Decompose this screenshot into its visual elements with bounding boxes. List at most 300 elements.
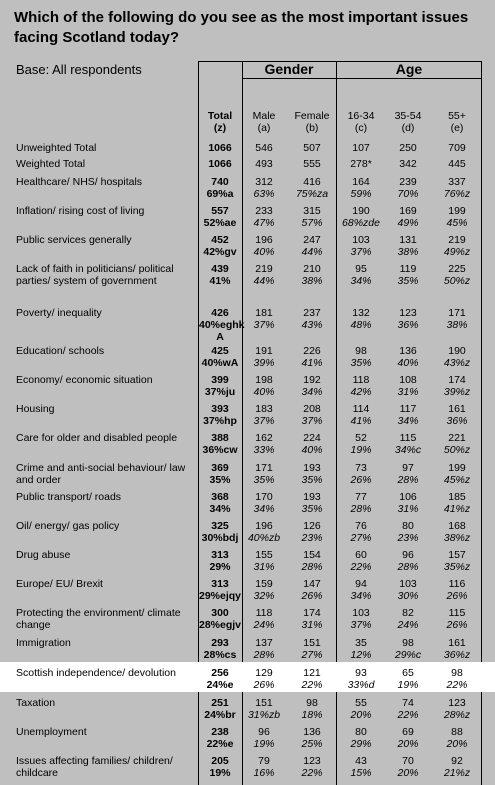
table-cell bbox=[288, 637, 336, 661]
cell-percent: 18% bbox=[301, 709, 323, 721]
table-cell bbox=[338, 307, 384, 331]
row-label: Economy/ economic situation bbox=[16, 374, 153, 386]
cell-percent: 35% bbox=[350, 357, 372, 369]
cell-count: 107 bbox=[352, 142, 370, 154]
cell-count: 159 bbox=[255, 578, 273, 590]
cell-count: 1066 bbox=[208, 158, 232, 170]
cell-count: 103 bbox=[399, 578, 417, 590]
cell-count: 312 bbox=[255, 176, 273, 188]
column-name: 35-54 bbox=[394, 110, 422, 122]
cell-count: 55 bbox=[355, 697, 367, 709]
cell-percent: 23% bbox=[301, 532, 323, 544]
table-cell bbox=[243, 755, 285, 779]
table-row bbox=[0, 491, 495, 519]
row-label: Drug abuse bbox=[16, 549, 71, 561]
cell-percent: 44% bbox=[253, 275, 275, 287]
cell-count: 98 bbox=[451, 667, 463, 679]
cell-count: 96 bbox=[258, 726, 270, 738]
cell-count: 205 bbox=[211, 755, 229, 767]
table-cell bbox=[385, 142, 431, 154]
table-cell bbox=[433, 234, 481, 258]
cell-percent: 41% bbox=[301, 357, 323, 369]
cell-percent: 35%z bbox=[443, 561, 471, 573]
table-cell bbox=[199, 462, 241, 486]
table-cell bbox=[199, 158, 241, 170]
cell-percent: 59% bbox=[350, 188, 372, 200]
cell-percent: 40%wA bbox=[201, 357, 239, 369]
cell-percent: 63% bbox=[253, 188, 275, 200]
cell-percent: 40%zb bbox=[247, 532, 281, 544]
cell-count: 169 bbox=[399, 205, 417, 217]
cell-percent: 27% bbox=[301, 649, 323, 661]
cell-count: 208 bbox=[303, 403, 321, 415]
cell-percent: 40% bbox=[253, 246, 275, 258]
cell-count: 196 bbox=[255, 234, 273, 246]
group-gender: Gender bbox=[264, 61, 314, 77]
table-cell bbox=[433, 607, 481, 631]
cell-count: 740 bbox=[211, 176, 229, 188]
cell-count: 293 bbox=[211, 637, 229, 649]
table-cell bbox=[243, 234, 285, 258]
table-cell bbox=[385, 234, 431, 258]
column-name: Female bbox=[294, 110, 330, 122]
cell-percent: 35% bbox=[301, 503, 323, 515]
table-cell bbox=[243, 432, 285, 456]
cell-percent: 38% bbox=[446, 319, 468, 331]
cell-percent: 37%hp bbox=[203, 415, 237, 427]
table-cell bbox=[338, 755, 384, 779]
table-cell bbox=[288, 520, 336, 544]
table-cell bbox=[385, 491, 431, 515]
table-cell bbox=[433, 403, 481, 427]
table-row bbox=[0, 432, 495, 460]
cell-percent: 34% bbox=[209, 503, 231, 515]
cell-percent: 40% bbox=[397, 357, 419, 369]
cell-count: 121 bbox=[303, 667, 321, 679]
cell-percent: 22%e bbox=[206, 738, 234, 750]
cell-count: 155 bbox=[255, 549, 273, 561]
row-label: Oil/ energy/ gas policy bbox=[16, 520, 120, 532]
table-cell bbox=[243, 726, 285, 750]
cell-count: 452 bbox=[211, 234, 229, 246]
cell-percent: 68%zde bbox=[342, 217, 380, 229]
cell-count: 129 bbox=[255, 667, 273, 679]
cell-percent: 24%br bbox=[204, 709, 236, 721]
table-cell bbox=[385, 205, 431, 229]
cell-count: 313 bbox=[211, 549, 229, 561]
table-cell bbox=[199, 549, 241, 573]
cell-percent: 22% bbox=[301, 679, 323, 691]
table-cell bbox=[338, 520, 384, 544]
table-cell bbox=[199, 142, 241, 154]
cell-count: 137 bbox=[255, 637, 273, 649]
column-header-1 bbox=[243, 110, 285, 134]
cell-percent: 35% bbox=[301, 474, 323, 486]
column-code: (z) bbox=[213, 122, 227, 134]
cell-percent: 45% bbox=[446, 217, 468, 229]
cell-count: 123 bbox=[448, 697, 466, 709]
cell-percent: 37% bbox=[350, 619, 372, 631]
table-cell bbox=[243, 697, 285, 721]
cell-percent: 35% bbox=[209, 474, 231, 486]
table-row bbox=[0, 345, 495, 373]
table-cell bbox=[288, 142, 336, 154]
cell-percent: 22% bbox=[446, 679, 468, 691]
table-cell bbox=[433, 726, 481, 750]
table-cell bbox=[433, 307, 481, 331]
cell-count: 80 bbox=[355, 726, 367, 738]
table-cell bbox=[433, 462, 481, 486]
table-cell bbox=[338, 142, 384, 154]
row-label: Unweighted Total bbox=[16, 142, 97, 154]
cell-percent: 49% bbox=[397, 217, 419, 229]
table-cell bbox=[199, 403, 241, 427]
column-code: (d) bbox=[401, 122, 415, 134]
cell-percent: 32% bbox=[253, 590, 275, 602]
cell-count: 196 bbox=[255, 520, 273, 532]
table-cell bbox=[385, 549, 431, 573]
cell-percent: 20% bbox=[397, 738, 419, 750]
cell-count: 115 bbox=[399, 432, 417, 444]
table-cell bbox=[288, 726, 336, 750]
table-cell bbox=[433, 667, 481, 691]
cell-percent: 28%egjv bbox=[199, 619, 242, 631]
table-cell bbox=[243, 520, 285, 544]
table-cell bbox=[338, 432, 384, 456]
cell-count: 123 bbox=[399, 307, 417, 319]
table-cell bbox=[288, 176, 336, 200]
table-cell bbox=[338, 607, 384, 631]
divider-group-header bbox=[242, 78, 482, 79]
cell-percent: 76%z bbox=[443, 188, 471, 200]
table-cell bbox=[385, 403, 431, 427]
table-cell bbox=[338, 345, 384, 369]
row-label: Housing bbox=[16, 403, 55, 415]
table-cell bbox=[433, 374, 481, 398]
cell-percent: 52%ae bbox=[203, 217, 237, 229]
cell-count: 147 bbox=[303, 578, 321, 590]
cell-count: 170 bbox=[255, 491, 273, 503]
cell-count: 342 bbox=[399, 158, 417, 170]
table-cell bbox=[385, 607, 431, 631]
table-cell bbox=[385, 345, 431, 369]
row-label: Healthcare/ NHS/ hospitals bbox=[16, 176, 143, 188]
cell-percent: 24%e bbox=[206, 679, 234, 691]
cell-count: 174 bbox=[303, 607, 321, 619]
column-code: (c) bbox=[354, 122, 368, 134]
cell-count: 313 bbox=[211, 578, 229, 590]
column-name: Male bbox=[252, 110, 276, 122]
cell-percent: 34% bbox=[350, 275, 372, 287]
cell-percent: 43% bbox=[301, 319, 323, 331]
column-code: (b) bbox=[305, 122, 319, 134]
row-label: Education/ schools bbox=[16, 345, 105, 357]
cell-count: 557 bbox=[211, 205, 229, 217]
cell-count: 118 bbox=[255, 607, 273, 619]
column-header-0 bbox=[199, 110, 241, 134]
table-row bbox=[0, 662, 495, 692]
cell-count: 136 bbox=[303, 726, 321, 738]
cell-count: 426 bbox=[211, 307, 229, 319]
cell-count: 239 bbox=[399, 176, 417, 188]
cell-count: 98 bbox=[355, 345, 367, 357]
cell-percent: 40% bbox=[301, 444, 323, 456]
cell-percent: 38% bbox=[397, 246, 419, 258]
cell-percent: 19% bbox=[253, 738, 275, 750]
cell-count: 256 bbox=[211, 667, 229, 679]
cell-count: 82 bbox=[402, 607, 414, 619]
cell-percent: 50%z bbox=[443, 444, 471, 456]
table-cell bbox=[338, 637, 384, 661]
cell-count: 106 bbox=[399, 491, 417, 503]
cell-count: 136 bbox=[399, 345, 417, 357]
cell-percent: 45%z bbox=[443, 474, 471, 486]
table-cell bbox=[433, 345, 481, 369]
table-cell bbox=[199, 667, 241, 691]
table-cell bbox=[433, 549, 481, 573]
table-cell bbox=[243, 263, 285, 287]
cell-percent: 24% bbox=[397, 619, 419, 631]
cell-percent: 75%za bbox=[295, 188, 329, 200]
table-cell bbox=[433, 491, 481, 515]
row-label: Public services generally bbox=[16, 234, 132, 246]
cell-percent: 36% bbox=[446, 415, 468, 427]
table-cell bbox=[385, 462, 431, 486]
cell-percent: 27% bbox=[350, 532, 372, 544]
table-cell bbox=[288, 578, 336, 602]
cell-percent: 48% bbox=[350, 319, 372, 331]
table-cell bbox=[199, 205, 241, 229]
table-cell bbox=[433, 520, 481, 544]
cell-percent: 24% bbox=[253, 619, 275, 631]
cell-count: 445 bbox=[448, 158, 466, 170]
cell-percent: 20% bbox=[446, 738, 468, 750]
cell-count: 151 bbox=[255, 697, 273, 709]
table-cell bbox=[433, 263, 481, 287]
cell-count: 114 bbox=[352, 403, 370, 415]
table-cell bbox=[385, 263, 431, 287]
table-cell bbox=[288, 549, 336, 573]
cell-percent: 37% bbox=[301, 415, 323, 427]
cell-count: 278* bbox=[350, 158, 372, 170]
cell-count: 96 bbox=[402, 549, 414, 561]
cell-percent: 21%z bbox=[443, 767, 471, 779]
cell-count: 439 bbox=[211, 263, 229, 275]
cell-percent: 28% bbox=[397, 561, 419, 573]
table-cell bbox=[199, 637, 241, 661]
table-cell bbox=[433, 697, 481, 721]
table-row bbox=[0, 549, 495, 577]
table-cell bbox=[288, 205, 336, 229]
cell-percent: 31% bbox=[253, 561, 275, 573]
cell-count: 73 bbox=[355, 462, 367, 474]
cell-count: 60 bbox=[355, 549, 367, 561]
table-cell bbox=[288, 234, 336, 258]
cell-percent: 35% bbox=[397, 275, 419, 287]
cell-percent: 38% bbox=[301, 275, 323, 287]
table-cell bbox=[199, 578, 241, 602]
cell-percent: 22% bbox=[301, 767, 323, 779]
table-cell bbox=[433, 755, 481, 779]
table-row bbox=[0, 755, 495, 785]
cell-count: 225 bbox=[448, 263, 466, 275]
cell-count: 168 bbox=[448, 520, 466, 532]
cell-percent: 49%z bbox=[443, 246, 471, 258]
table-cell bbox=[288, 462, 336, 486]
table-cell bbox=[385, 374, 431, 398]
column-name: 16-34 bbox=[347, 110, 375, 122]
table-cell bbox=[288, 345, 336, 369]
table-cell bbox=[288, 607, 336, 631]
cell-percent: 28% bbox=[397, 474, 419, 486]
cell-count: 131 bbox=[399, 234, 417, 246]
table-cell bbox=[199, 374, 241, 398]
cell-percent: 29% bbox=[209, 561, 231, 573]
cell-count: 119 bbox=[399, 263, 417, 275]
table-cell bbox=[243, 637, 285, 661]
cell-count: 226 bbox=[303, 345, 321, 357]
cell-percent: 47% bbox=[253, 217, 275, 229]
cell-count: 123 bbox=[303, 755, 321, 767]
table-cell bbox=[288, 374, 336, 398]
cell-percent: 29%ejqy bbox=[199, 590, 242, 602]
cell-percent: 36% bbox=[397, 319, 419, 331]
cell-percent: 40%eghk A bbox=[199, 319, 245, 343]
cell-count: 709 bbox=[448, 142, 466, 154]
group-age: Age bbox=[395, 61, 423, 77]
cell-count: 190 bbox=[448, 345, 466, 357]
table-cell bbox=[338, 726, 384, 750]
row-label: Inflation/ rising cost of living bbox=[16, 205, 145, 217]
cell-percent: 37% bbox=[350, 246, 372, 258]
table-cell bbox=[338, 263, 384, 287]
cell-count: 219 bbox=[255, 263, 273, 275]
cell-percent: 70% bbox=[397, 188, 419, 200]
cell-count: 151 bbox=[303, 637, 321, 649]
cell-count: 65 bbox=[402, 667, 414, 679]
table-cell bbox=[338, 462, 384, 486]
cell-count: 92 bbox=[451, 755, 463, 767]
row-label: Issues affecting families/ children/ childcare bbox=[16, 755, 173, 779]
cell-percent: 26% bbox=[253, 679, 275, 691]
cell-count: 190 bbox=[352, 205, 370, 217]
cell-count: 555 bbox=[303, 158, 321, 170]
table-row bbox=[0, 176, 495, 204]
row-label: Weighted Total bbox=[16, 158, 86, 170]
cell-count: 210 bbox=[303, 263, 321, 275]
row-label: Immigration bbox=[16, 637, 71, 649]
cell-percent: 22% bbox=[350, 561, 372, 573]
cell-count: 118 bbox=[352, 374, 370, 386]
table-cell bbox=[338, 374, 384, 398]
cell-count: 108 bbox=[399, 374, 417, 386]
cell-percent: 19% bbox=[350, 444, 372, 456]
table-cell bbox=[433, 578, 481, 602]
cell-count: 70 bbox=[402, 755, 414, 767]
cell-percent: 36%cw bbox=[202, 444, 238, 456]
cell-count: 161 bbox=[448, 403, 466, 415]
table-cell bbox=[288, 158, 336, 170]
cell-count: 425 bbox=[211, 345, 229, 357]
cell-count: 493 bbox=[255, 158, 273, 170]
cell-count: 247 bbox=[303, 234, 321, 246]
cell-count: 93 bbox=[355, 667, 367, 679]
cell-count: 337 bbox=[448, 176, 466, 188]
table-cell bbox=[199, 345, 241, 369]
cell-count: 325 bbox=[211, 520, 229, 532]
table-cell bbox=[243, 491, 285, 515]
table-cell bbox=[243, 142, 285, 154]
row-label: Europe/ EU/ Brexit bbox=[16, 578, 103, 590]
cell-percent: 42% bbox=[350, 386, 372, 398]
cell-percent: 34% bbox=[350, 590, 372, 602]
row-label: Lack of faith in politicians/ political parties/ system of government bbox=[16, 263, 174, 287]
cell-percent: 30% bbox=[397, 590, 419, 602]
cell-count: 369 bbox=[211, 462, 229, 474]
column-header-5 bbox=[433, 110, 481, 134]
cell-count: 174 bbox=[448, 374, 466, 386]
table-cell bbox=[243, 667, 285, 691]
table-cell bbox=[433, 432, 481, 456]
cell-count: 35 bbox=[355, 637, 367, 649]
cell-count: 116 bbox=[448, 578, 466, 590]
cell-count: 98 bbox=[402, 637, 414, 649]
cell-percent: 16% bbox=[253, 767, 275, 779]
cell-count: 132 bbox=[352, 307, 370, 319]
cell-percent: 26% bbox=[350, 474, 372, 486]
cell-percent: 69%a bbox=[206, 188, 234, 200]
cell-count: 95 bbox=[355, 263, 367, 275]
cell-count: 154 bbox=[303, 549, 321, 561]
cell-count: 98 bbox=[306, 697, 318, 709]
cell-count: 251 bbox=[211, 697, 229, 709]
row-label: Care for older and disabled people bbox=[16, 432, 178, 444]
cell-count: 193 bbox=[303, 491, 321, 503]
table-cell bbox=[243, 578, 285, 602]
table-cell bbox=[288, 697, 336, 721]
cell-count: 1066 bbox=[208, 142, 232, 154]
page-title: Which of the following do you see as the most important issues facing Scotland today? bbox=[14, 9, 469, 46]
table-cell bbox=[243, 549, 285, 573]
column-name: 55+ bbox=[448, 110, 466, 122]
column-header-3 bbox=[338, 110, 384, 134]
table-cell bbox=[288, 755, 336, 779]
table-cell bbox=[199, 234, 241, 258]
table-cell bbox=[288, 432, 336, 456]
column-code: (a) bbox=[257, 122, 271, 134]
cell-count: 191 bbox=[255, 345, 273, 357]
column-header-4 bbox=[385, 110, 431, 134]
table-cell bbox=[433, 158, 481, 170]
table-cell bbox=[338, 234, 384, 258]
table-cell bbox=[433, 142, 481, 154]
cell-percent: 20% bbox=[397, 767, 419, 779]
table-row bbox=[0, 234, 495, 262]
cell-percent: 37%ju bbox=[204, 386, 236, 398]
cell-count: 221 bbox=[448, 432, 466, 444]
cell-count: 219 bbox=[448, 234, 466, 246]
cell-percent: 26% bbox=[301, 590, 323, 602]
cell-count: 103 bbox=[352, 234, 370, 246]
cell-count: 399 bbox=[211, 374, 229, 386]
cell-count: 368 bbox=[211, 491, 229, 503]
cell-count: 157 bbox=[448, 549, 466, 561]
table-cell bbox=[199, 263, 241, 287]
cell-count: 199 bbox=[448, 462, 466, 474]
table-row bbox=[0, 578, 495, 606]
table-cell bbox=[199, 697, 241, 721]
cell-percent: 19% bbox=[397, 679, 419, 691]
